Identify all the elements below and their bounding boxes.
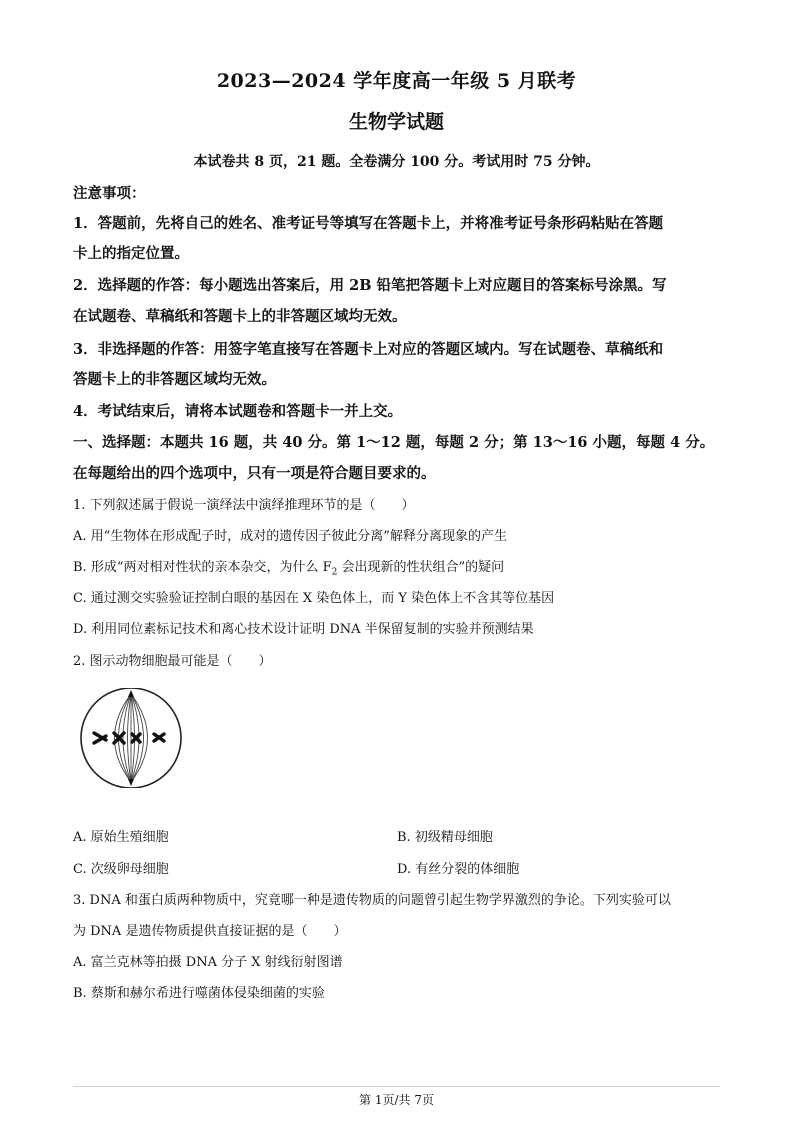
question-2-option-c: C. 次级卵母细胞 xyxy=(73,862,169,877)
question-1-option-c: C. 通过测交实验验证控制白眼的基因在 X 染色体上，而 Y 染色体上不含其等位基因 xyxy=(73,591,555,606)
note-line: 1．答题前，先将自己的姓名、准考证号等填写在答题卡上，并将准考证号条形码粘贴在答题 xyxy=(73,215,664,232)
question-1-option-b: B. 形成“两对相对性状的亲本杂交，为什么 $F_2$ 会出现新的性状组合”的疑问 xyxy=(73,560,505,578)
section-heading: 在每题给出的四个选项中，只有一项是符合题目要求的。 xyxy=(73,465,436,482)
question-1-option-a: A. 用“生物体在形成配子时，成对的遗传因子彼此分离”解释分离现象的产生 xyxy=(73,529,507,544)
question-2-option-d: D. 有丝分裂的体细胞 xyxy=(397,862,520,877)
note-line: 2．选择题的作答：每小题选出答案后，用 2B 铅笔把答题卡上对应题目的答案标号涂黑。写 xyxy=(73,277,667,294)
question-2-stem: 2. 图示动物细胞最可能是（ ） xyxy=(73,654,272,669)
question-3-stem: 3. DNA 和蛋白质两种物质中，究竟哪一种是遗传物质的问题曾引起生物学界激烈的争论。下列实验可以 xyxy=(73,893,671,908)
note-line: 在试题卷、草稿纸和答题卡上的非答题区域均无效。 xyxy=(73,308,407,325)
section-heading: 一、选择题：本题共 16 题，共 40 分。第 1～12 题，每题 2 分；第 13～16 小题，每题 4 分。 xyxy=(73,434,715,451)
question-3-stem-continued: 为 DNA 是遗传物质提供直接证据的是（ ） xyxy=(73,924,347,939)
note-line: 卡上的指定位置。 xyxy=(73,245,189,262)
question-2-option-b: B. 初级精母细胞 xyxy=(397,830,493,845)
note-line: 3．非选择题的作答：用签字笔直接写在答题卡上对应的答题区域内。写在试题卷、草稿纸和 xyxy=(73,341,664,358)
exam-title: 2023—2024 学年度高一年级 5 月联考 xyxy=(216,70,577,92)
question-3-option-b: B. 蔡斯和赫尔希进行噬菌体侵染细菌的实验 xyxy=(73,986,325,1001)
footer-divider xyxy=(73,1086,720,1087)
note-line: 答题卡上的非答题区域均无效。 xyxy=(73,371,276,388)
question-3-option-a: A. 富兰克林等拍摄 DNA 分子 X 射线衍射图谱 xyxy=(73,955,343,970)
cell-division-icon xyxy=(78,688,184,792)
page-number: 第 1页/共 7页 xyxy=(359,1093,434,1107)
question-1-option-d: D. 利用同位素标记技术和离心技术设计证明 DNA 半保留复制的实验并预测结果 xyxy=(73,622,534,637)
note-line: 4．考试结束后，请将本试题卷和答题卡一并上交。 xyxy=(73,403,403,420)
exam-info: 本试卷共 8 页，21 题。全卷满分 100 分。考试用时 75 分钟。 xyxy=(193,154,600,170)
notes-heading: 注意事项： xyxy=(73,185,146,202)
subject-title: 生物学试题 xyxy=(348,111,444,133)
question-2-option-a: A. 原始生殖细胞 xyxy=(73,830,169,845)
question-1-stem: 1. 下列叙述属于假说一演绎法中演绎推理环节的是（ ） xyxy=(73,498,415,513)
